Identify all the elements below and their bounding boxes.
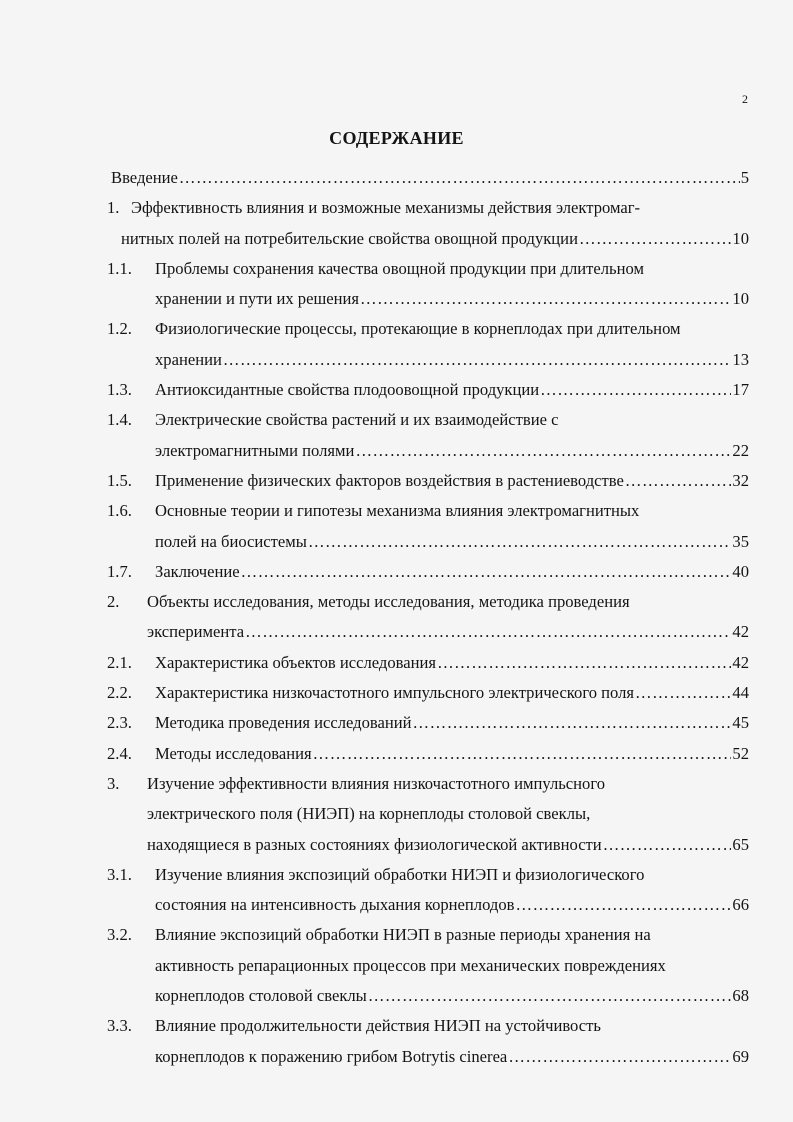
toc-page-number: 52 — [732, 743, 749, 763]
toc-entry-number: 1.6. — [107, 501, 132, 521]
toc-entry-text: Введение — [111, 168, 178, 187]
toc-entry-text: хранении и пути их решения — [155, 289, 360, 309]
toc-leader-dots — [625, 466, 732, 496]
toc-page-number: 5 — [740, 168, 749, 187]
toc-entry-text: Антиоксидантные свойства плодоовощной продукции — [155, 380, 540, 400]
toc-leader-dots — [368, 981, 732, 1011]
toc-entry-number: 3.1. — [107, 864, 132, 884]
toc-entry[interactable] — [107, 163, 749, 193]
toc-page-number: 68 — [732, 986, 749, 1006]
toc-entry[interactable] — [107, 1011, 749, 1072]
toc-entry-text: Заключение — [155, 561, 240, 581]
toc-page-number: 17 — [732, 380, 749, 400]
toc-entry-text: Физиологические процессы, протекающие в корнеплодах при длительном — [155, 319, 681, 339]
toc-entry-text: Проблемы сохранения качества овощной продукции при длительном — [155, 258, 644, 278]
toc-entry[interactable] — [107, 769, 749, 860]
toc-leader-dots — [245, 617, 731, 647]
toc-entry[interactable] — [107, 587, 749, 648]
toc-entry-text: Применение физических факторов воздействия в растениеводстве — [155, 470, 624, 490]
toc-leader-dots — [223, 345, 732, 375]
toc-entry-text: Методы исследования — [155, 743, 312, 763]
toc-entry-number: 1.3. — [107, 380, 132, 400]
toc-entry[interactable] — [107, 405, 749, 466]
toc-leader-dots — [179, 163, 740, 193]
toc-leader-dots — [515, 890, 731, 920]
toc-entry-number: 3.3. — [107, 1016, 132, 1036]
toc-entry[interactable] — [107, 254, 749, 315]
toc-leader-dots — [437, 648, 731, 678]
page-number: 2 — [742, 92, 748, 106]
toc-entry[interactable] — [107, 920, 749, 1011]
toc-entry-text: эксперимента — [147, 622, 245, 642]
toc-entry-text: Изучение эффективности влияния низкочастотного импульсного — [147, 773, 606, 793]
toc-leader-dots — [635, 678, 731, 708]
toc-page-number: 32 — [732, 470, 749, 490]
toc-entry[interactable] — [107, 557, 749, 587]
toc-entry[interactable] — [107, 193, 749, 254]
toc-entry-text: Влияние экспозиций обработки НИЭП в разные периоды хранения на — [155, 925, 651, 945]
toc-page-number: 66 — [732, 895, 749, 915]
toc-leader-dots — [603, 830, 732, 860]
table-of-contents — [107, 163, 749, 1072]
toc-entry-text: Влияние продолжительности действия НИЭП на устойчивость — [155, 1016, 601, 1036]
toc-page-number: 10 — [732, 228, 749, 248]
toc-entry-number: 1.7. — [107, 561, 132, 581]
toc-page-number: 10 — [732, 289, 749, 309]
toc-leader-dots — [540, 375, 731, 405]
toc-entry[interactable] — [107, 678, 749, 708]
toc-page-number: 42 — [732, 652, 749, 672]
toc-page-number: 40 — [732, 561, 749, 581]
toc-entry[interactable] — [107, 708, 749, 738]
toc-entry-number: 1. — [107, 198, 120, 218]
toc-entry-text: полей на биосистемы — [155, 531, 307, 551]
toc-leader-dots — [579, 224, 731, 254]
toc-entry-number: 2.1. — [107, 652, 132, 672]
toc-entry-number: 2.2. — [107, 683, 132, 703]
toc-entry-text: Методика проведения исследований — [155, 713, 412, 733]
toc-entry-text: Характеристика низкочастотного импульсного электрического поля — [155, 683, 635, 703]
toc-entry[interactable] — [107, 648, 749, 678]
toc-entry-text: корнеплодов столовой свеклы — [155, 986, 367, 1006]
toc-entry[interactable] — [107, 860, 749, 921]
toc-entry-number: 1.2. — [107, 319, 132, 339]
toc-entry-number: 2.3. — [107, 713, 132, 733]
toc-page-number: 42 — [732, 622, 749, 642]
toc-entry-number: 1.4. — [107, 410, 132, 430]
toc-entry-number: 2. — [107, 592, 120, 612]
toc-entry-number: 3. — [107, 773, 120, 793]
toc-entry-number: 3.2. — [107, 925, 132, 945]
toc-leader-dots — [308, 527, 731, 557]
toc-page-number: 44 — [732, 683, 749, 703]
toc-title: СОДЕРЖАНИЕ — [329, 128, 464, 148]
toc-page-number: 13 — [732, 349, 749, 369]
toc-entry[interactable] — [107, 466, 749, 496]
toc-leader-dots — [508, 1042, 731, 1072]
toc-entry-text: Характеристика объектов исследования — [155, 652, 437, 672]
toc-leader-dots — [313, 739, 732, 769]
toc-entry-text: Объекты исследования, методы исследования, методика проведения — [147, 592, 630, 612]
toc-entry-number: 2.4. — [107, 743, 132, 763]
toc-entry-text: Изучение влияния экспозиций обработки НИЭП и физиологического — [155, 864, 645, 884]
toc-leader-dots — [413, 708, 732, 738]
toc-entry-text: электрического поля (НИЭП) на корнеплоды столовой свеклы, — [147, 804, 591, 824]
toc-entry-text: Эффективность влияния и возможные механизмы действия электромаг- — [131, 198, 641, 218]
toc-entry-text: активность репарационных процессов при механических повреждениях — [155, 955, 666, 975]
toc-entry-text: Электрические свойства растений и их взаимодействие с — [155, 410, 559, 430]
toc-entry-text: корнеплодов к поражению грибом Botrytis cinerea — [155, 1046, 508, 1066]
toc-entry-text: хранении — [155, 349, 222, 369]
toc-entry-text: электромагнитными полями — [155, 440, 355, 460]
toc-entry-number: 1.5. — [107, 470, 132, 490]
toc-leader-dots — [241, 557, 732, 587]
toc-entry-text: Основные теории и гипотезы механизма влияния электромагнитных — [155, 501, 640, 521]
toc-entry-number: 1.1. — [107, 258, 132, 278]
toc-entry[interactable] — [107, 314, 749, 375]
toc-entry-text: состояния на интенсивность дыхания корнеплодов — [155, 895, 515, 915]
toc-page-number: 22 — [732, 440, 749, 460]
toc-page-number: 35 — [732, 531, 749, 551]
toc-leader-dots — [355, 436, 731, 466]
toc-entry[interactable] — [107, 375, 749, 405]
toc-entry-text: находящиеся в разных состояниях физиологической активности — [147, 834, 602, 854]
toc-page-number: 69 — [732, 1046, 749, 1066]
toc-entry-text: нитных полей на потребительские свойства овощной продукции — [121, 228, 578, 248]
toc-leader-dots — [360, 284, 731, 314]
toc-page-number: 65 — [732, 834, 749, 854]
toc-entry[interactable] — [107, 739, 749, 769]
toc-page-number: 45 — [732, 713, 749, 733]
toc-entry[interactable] — [107, 496, 749, 557]
